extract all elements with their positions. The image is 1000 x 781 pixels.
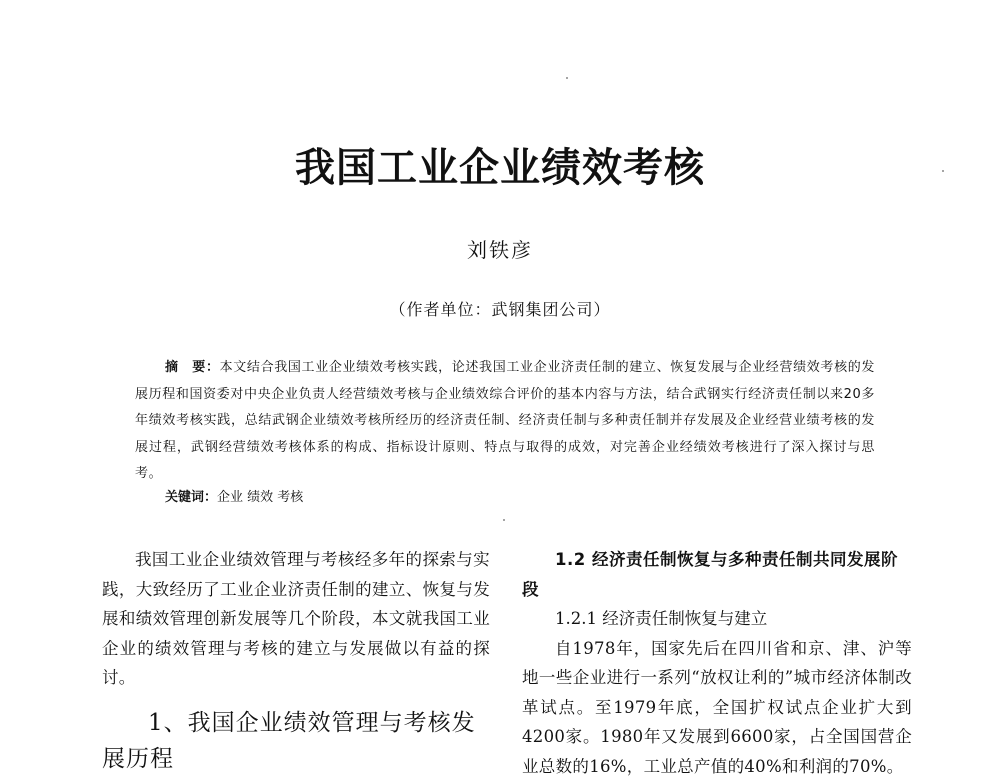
paper-title: 我国工业企业绩效考核 bbox=[0, 140, 1000, 196]
author-affiliation: （作者单位：武钢集团公司） bbox=[0, 297, 1000, 320]
scan-speck bbox=[503, 519, 505, 521]
abstract-label: 摘 要： bbox=[165, 360, 220, 375]
section-heading: 1、我国企业绩效管理与考核发展历程 bbox=[102, 705, 490, 777]
abstract-text: 本文结合我国工业企业绩效考核实践，论述我国工业企业济责任制的建立、恢复发展与企业经营绩效考核的发展历程和国资委对中央企业负责人经营绩效考核与企业绩效综合评价的基本内容与方法，结合武钢实行经济责任制以来20多年绩效考核实践，总结武钢企业绩效考核所经历的经济责任制、经济责任制与多种责任制并存发展及企业经营业绩考核的发展过程，武钢经营绩效考核体系的构成、指标设计原则、特点与取得的成效，对完善企业经绩效考核进行了深入探讨与思考。 bbox=[135, 360, 875, 481]
subsubsection-heading: 1.2.1 经济责任制恢复与建立 bbox=[522, 604, 912, 634]
scan-speck bbox=[566, 77, 568, 79]
right-column bbox=[522, 545, 912, 781]
intro-paragraph: 我国工业企业绩效管理与考核经多年的探索与实践，大致经历了工业企业济责任制的建立、恢复与发展和绩效管理创新发展等几个阶段，本文就我国工业企业的绩效管理与考核的建立与发展做以有益的探讨。 bbox=[102, 545, 490, 693]
body-paragraph: 自1978年，国家先后在四川省和京、津、沪等地一些企业进行一系列“放权让利的”城市经济体制改革试点。至1979年底，全国扩权试点企业扩大到4200家。1980年又发展到6600家，占全国国营企业总数的16%，工业总产值的40%和利润的70%。 bbox=[522, 634, 912, 781]
keywords bbox=[165, 488, 865, 508]
left-column bbox=[102, 545, 490, 777]
abstract bbox=[135, 355, 875, 488]
paper-author: 刘铁彦 bbox=[0, 234, 1000, 263]
keywords-label: 关键词： bbox=[165, 490, 217, 505]
keywords-text: 企业 绩效 考核 bbox=[217, 490, 303, 505]
subsection-heading: 1.2 经济责任制恢复与多种责任制共同发展阶段 bbox=[522, 545, 912, 604]
